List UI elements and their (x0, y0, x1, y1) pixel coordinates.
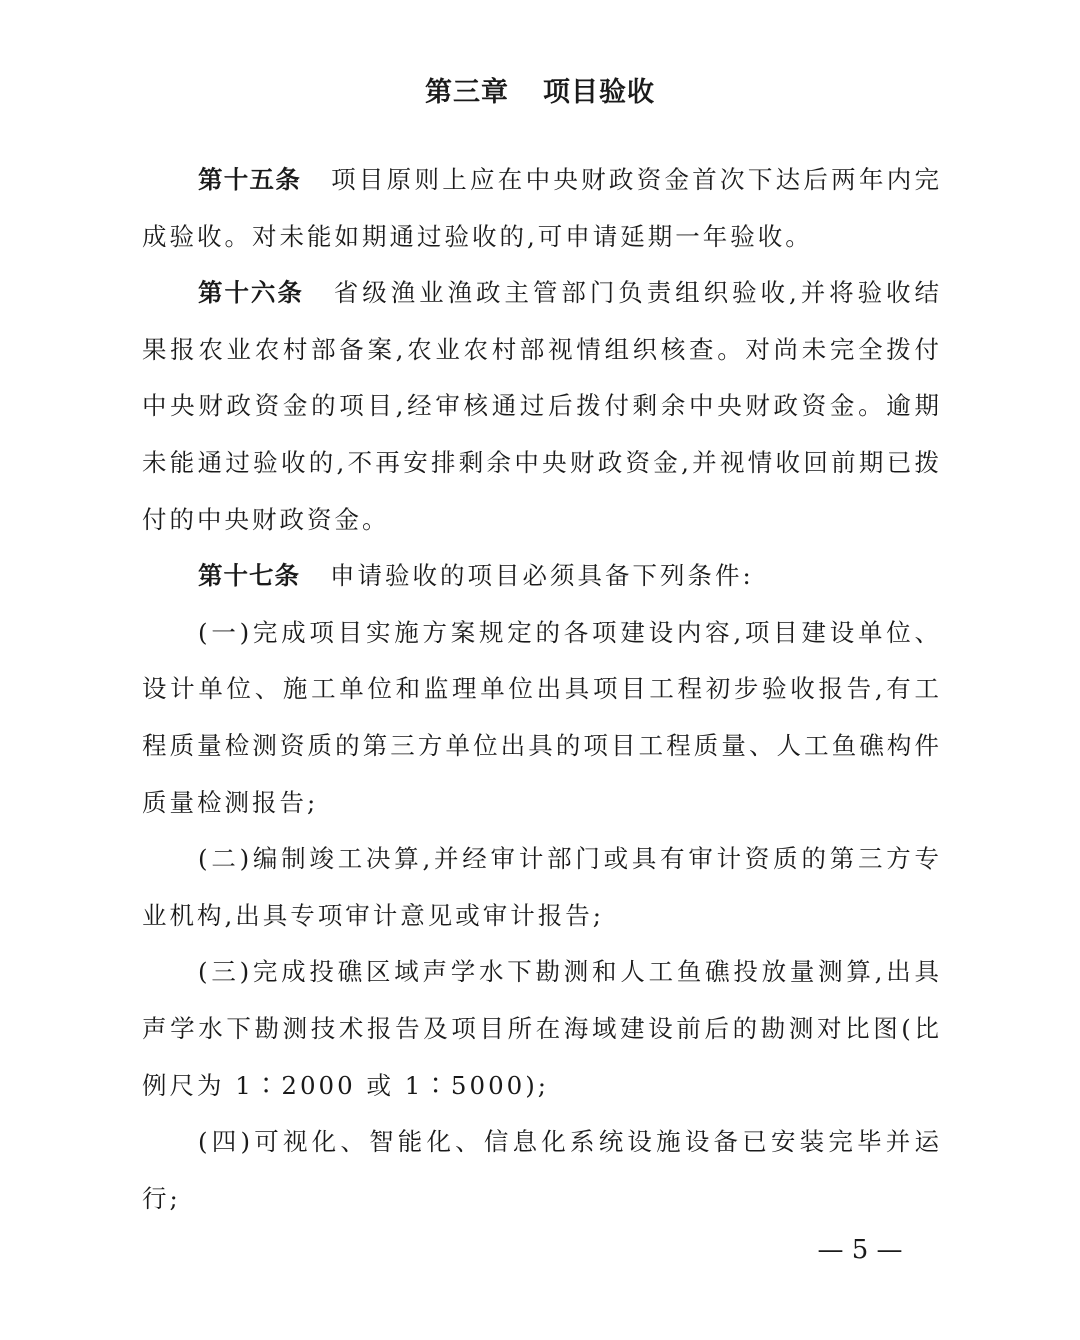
article-17-item-3: (三)完成投礁区域声学水下勘测和人工鱼礁投放量测算,出具声学水下勘测技术报告及项目所在海域建设前后的勘测对比图(比例尺为 1∶2000 或 1∶5000); (142, 957, 942, 1100)
article-17-item-4: (四)可视化、智能化、信息化系统设施设备已安装完毕并运行; (142, 1127, 942, 1213)
article-15-number: 第十五条 (198, 165, 302, 194)
article-17-paragraph (142, 548, 942, 605)
article-16-number: 第十六条 (198, 278, 304, 308)
page-number: — 5 — (817, 1235, 903, 1265)
article-16-paragraph (142, 265, 942, 548)
article-15-text: 项目原则上应在中央财政资金首次下达后两年内完成验收。对未能如期通过验收的,可申请延期一年验收。 (142, 165, 943, 251)
article-16-text: 省级渔业渔政主管部门负责组织验收,并将验收结果报农业农村部备案,农业农村部视情组织核查。对尚未完全拨付中央财政资金的项目,经审核通过后拨付剩余中央财政资金。逾期未能通过验收的,不再安排剩余中央财政资金,并视情收回前期已拨付的中央财政资金。 (142, 278, 942, 534)
article-17-item-2: (二)编制竣工决算,并经审计部门或具有审计资质的第三方专业机构,出具专项审计意见或审计报告; (142, 844, 942, 930)
document-body (142, 152, 942, 1227)
article-17-item-1: (一)完成项目实施方案规定的各项建设内容,项目建设单位、设计单位、施工单位和监理单位出具项目工程初步验收报告,有工程质量检测资质的第三方单位出具的项目工程质量、人工鱼礁构件质量检测报告; (142, 617, 942, 817)
chapter-number: 第三章 (425, 77, 509, 108)
article-17-number: 第十七条 (198, 561, 300, 591)
article-17-text: 申请验收的项目必须具备下列条件: (330, 561, 754, 591)
chapter-heading (0, 70, 1080, 109)
article-15-paragraph (142, 152, 942, 265)
chapter-title: 项目验收 (543, 77, 655, 108)
